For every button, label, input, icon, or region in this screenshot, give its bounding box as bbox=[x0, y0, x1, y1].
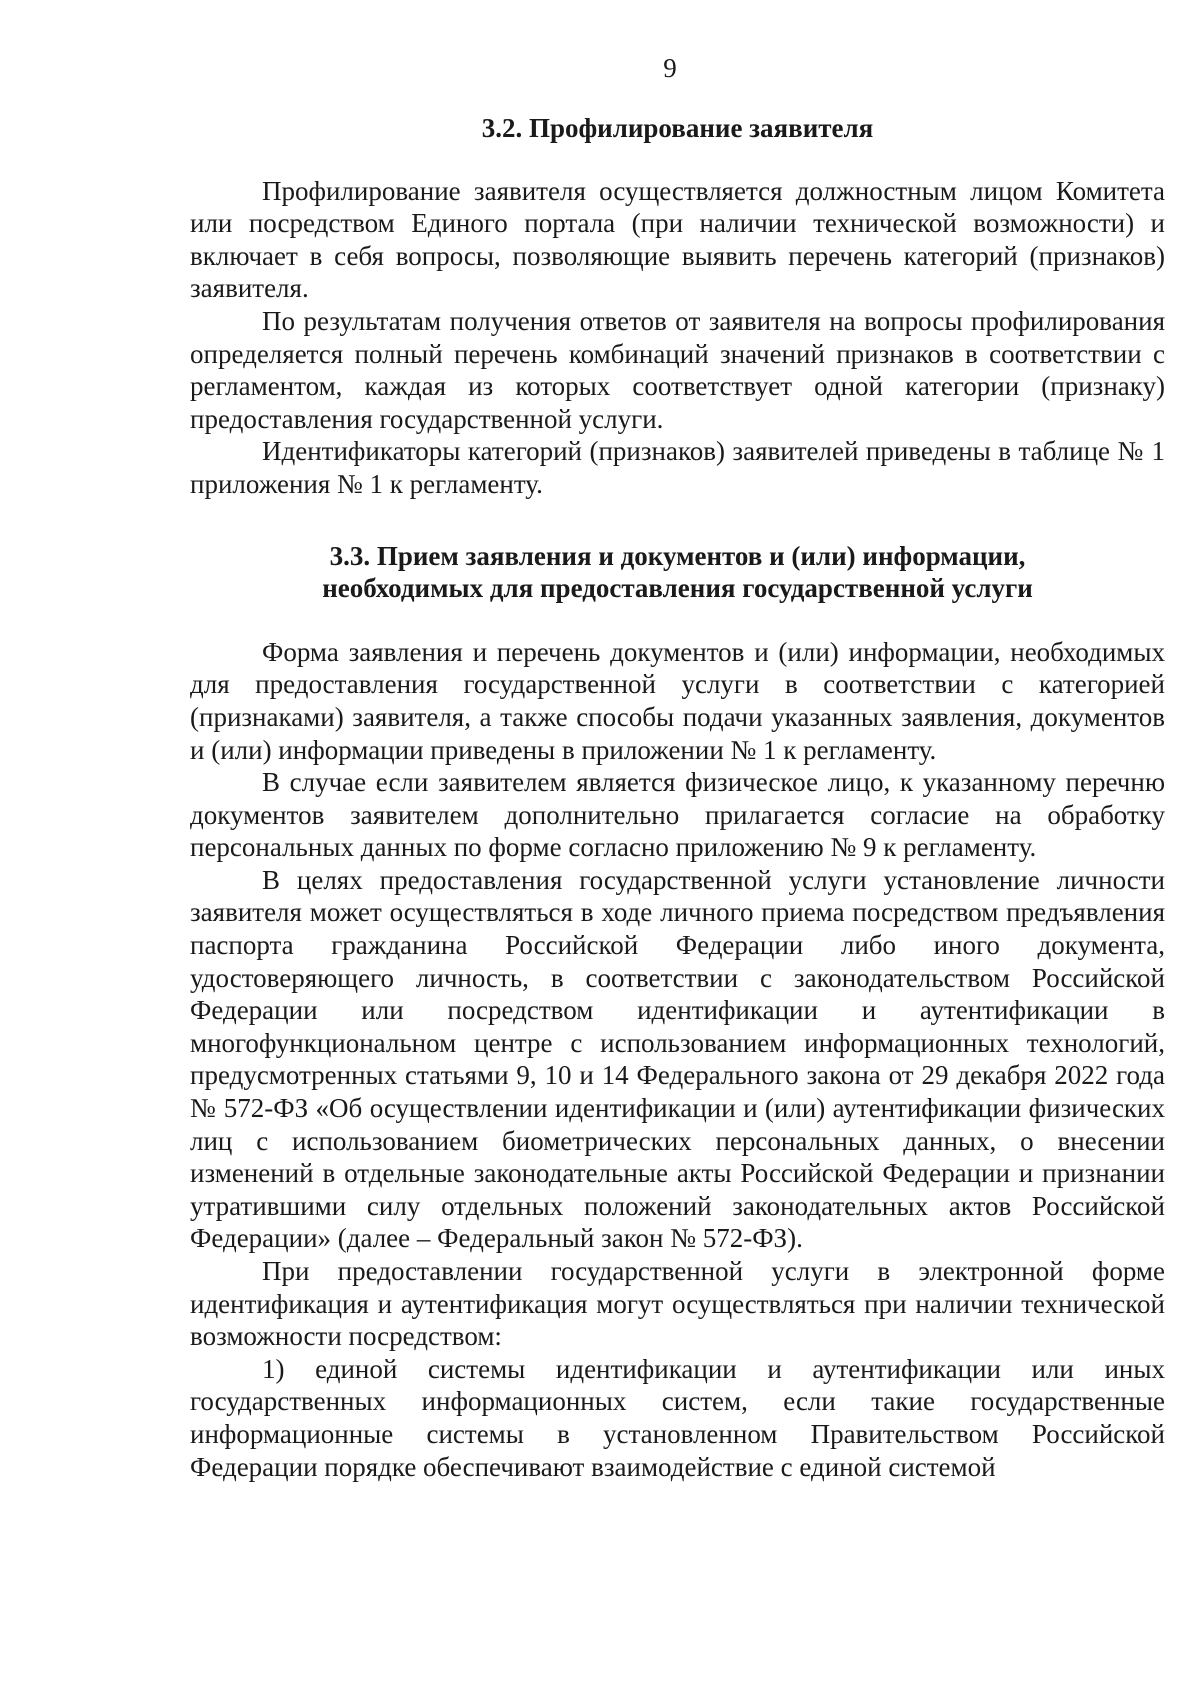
section-heading-line: 3.3. Прием заявления и документов и (или) информации, bbox=[329, 540, 1026, 571]
section-heading-3-2 bbox=[190, 112, 1165, 145]
paragraph: Профилирование заявителя осуществляется должностным лицом Комитета или посредством Единого портала (при наличии технической возможности) и включает в себя вопросы, позволяющие выявить перечень категорий (признаков) заявителя. bbox=[190, 175, 1165, 304]
paragraph: Идентификаторы категорий (признаков) заявителей приведены в таблице № 1 приложения № 1 к регламенту. bbox=[190, 436, 1165, 499]
paragraph: 1) единой системы идентификации и аутентификации или иных государственных информационных систем, если такие государственные информационные системы в установленном Правительством Российской Федерации порядке обеспечивают взаимодействие с единой системой bbox=[190, 1353, 1165, 1482]
section-heading-line: необходимых для предоставления государственной услуги bbox=[322, 573, 1033, 604]
paragraph: При предоставлении государственной услуги в электронной форме идентификация и аутентификация могут осуществляться при наличии технической возможности посредством: bbox=[190, 1256, 1165, 1352]
paragraph: Форма заявления и перечень документов и (или) информации, необходимых для предоставления государственной услуги в соответствии с категорией (признаками) заявителя, а также способы подачи указанных заявления, документов и (или) информации приведены в приложении № 1 к регламенту. bbox=[190, 636, 1165, 765]
section-heading-line: 3.2. Профилирование заявителя bbox=[481, 113, 874, 143]
paragraph: В целях предоставления государственной услуги установление личности заявителя может осуществляться в ходе личного приема посредством предъявления паспорта гражданина Российской Федерации либо иного документа, удостоверяющего личность, в соответствии с законодательством Российской Федерации или посредством идентификации и аутентификации в многофункциональном центре с использованием информационных технологий, предусмотренных статьями 9, 10 и 14 Федерального закона от 29 декабря 2022 года № 572-ФЗ «Об осуществлении идентификации и (или) аутентификации физических лиц с использованием биометрических персональных данных, о внесении изменений в отдельные законодательные акты Российской Федерации и признании утратившими силу отдельных положений законодательных актов Российской Федерации» (далее – Федеральный закон № 572-ФЗ). bbox=[190, 864, 1165, 1254]
paragraph: По результатам получения ответов от заявителя на вопросы профилирования определяется полный перечень комбинаций значений признаков в соответствии с регламентом, каждая из которых соответствует одной категории (признаку) предоставления государственной услуги. bbox=[190, 305, 1165, 434]
paragraph: В случае если заявителем является физическое лицо, к указанному перечню документов заявителем дополнительно прилагается согласие на обработку персональных данных по форме согласно приложению № 9 к регламенту. bbox=[190, 767, 1165, 863]
document-body bbox=[190, 112, 1165, 1483]
page-number: 9 bbox=[663, 53, 677, 83]
section-heading-3-3 bbox=[190, 540, 1165, 605]
